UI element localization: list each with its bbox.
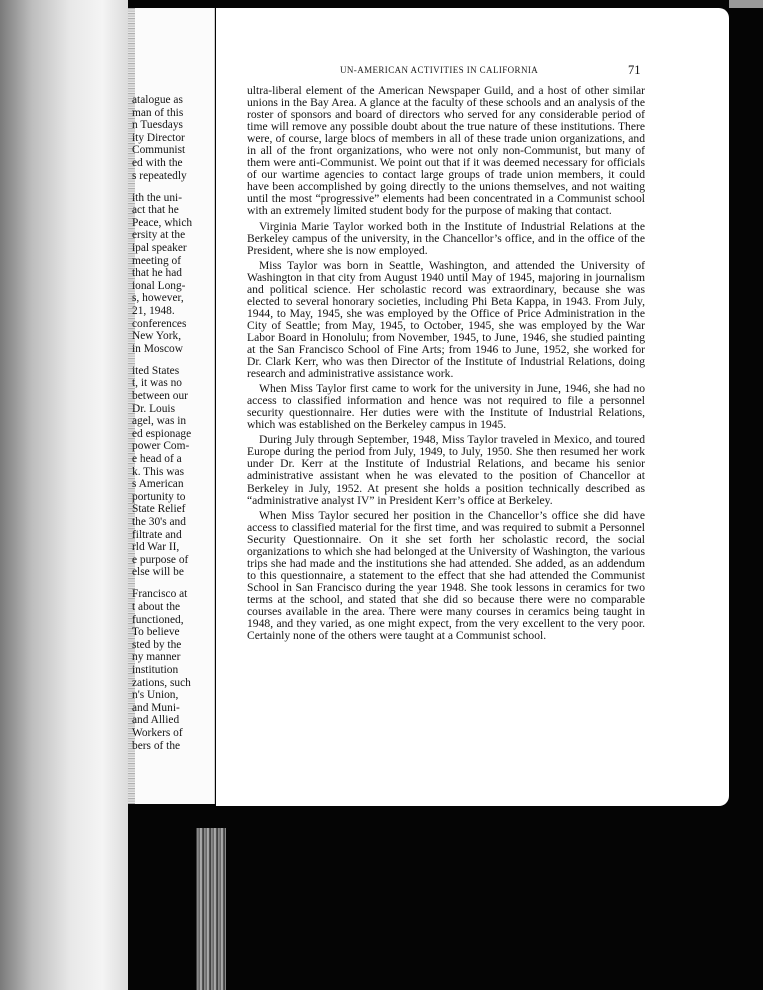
previous-page-line: To believe: [132, 626, 180, 639]
previous-page-line: conferences: [132, 317, 187, 330]
previous-page-line: atalogue as: [132, 94, 183, 106]
previous-page-line: zations, such: [132, 676, 191, 689]
previous-page-line: n Tuesdays: [132, 119, 183, 132]
previous-page-text: [132, 94, 215, 752]
previous-page-line: else will be: [132, 566, 184, 579]
previous-page-line: t, it was no: [132, 377, 182, 390]
book-binding: [196, 828, 226, 990]
previous-page-line: ed with the: [132, 156, 183, 169]
previous-page-line: ed espionage: [132, 427, 192, 440]
previous-page-line: ny manner: [132, 651, 181, 664]
previous-page-line: 21, 1948.: [132, 305, 175, 317]
previous-page-line: Francisco at: [132, 588, 188, 601]
previous-page-line: Dr. Louis: [132, 402, 176, 415]
paragraph: During July through September, 1948, Miss Taylor traveled in Mexico, and toured Europe during the period from July, 1949, to July, 1950. She then resumed her work under Dr. Kerr at the Institute of Industrial Relations, and became his senior administrative assistant when he was elevated to the position of Chancellor at Berkeley in July, 1952. At present she holds a position technically described as “administrative analyst IV” in President Kerr’s office at Berkeley.: [247, 433, 645, 507]
previous-page-line: s, however,: [132, 292, 184, 305]
previous-page-line: s American: [132, 478, 184, 491]
previous-page-line: functioned,: [132, 613, 184, 626]
previous-page-line: Workers of: [132, 727, 183, 739]
previous-page-line: k. This was: [132, 465, 184, 478]
previous-page-line: rld War II,: [132, 541, 180, 554]
previous-page-line: ipal speaker: [132, 242, 187, 255]
previous-page-line: Communist: [132, 144, 186, 157]
previous-page-line: man of this: [132, 106, 184, 119]
body-text: [247, 85, 645, 645]
previous-page-line: ersity at the: [132, 229, 186, 242]
previous-page-line: agel, was in: [132, 415, 187, 428]
previous-page-line: meeting of: [132, 254, 182, 267]
page-header: [216, 63, 729, 79]
previous-page-line: ith the uni-: [132, 191, 182, 204]
previous-page-line: the 30's and: [132, 516, 186, 528]
previous-page-line: institution: [132, 664, 179, 677]
previous-page-line: in Moscow: [132, 342, 183, 355]
previous-page-line: ional Long-: [132, 279, 186, 292]
previous-page-line: act that he: [132, 204, 179, 217]
previous-page-line: s repeatedly: [132, 169, 187, 182]
previous-page-line: sted by the: [132, 638, 182, 651]
previous-page-line: and Muni-: [132, 701, 180, 714]
paragraph: ultra-liberal element of the American Newspaper Guild, and a host of other similar unions in the Bay Area. A glance at the faculty of these schools and an analysis of the roster of sponsors and board of directors who served for any considerable period of time will remove any possible doubt about the true nature of these institutions. There were, of course, large blocs of members in all of these trade union organizations, and in all of the front organizations, who were not only non-Communist, but many of them were anti-Communist. We point out that if it was deemed necessary for officials of our wartime agencies to contact large groups of trade union members, it could have been accomplished by going directly to the unions themselves, and not waiting until the most “progressive” elements had been concentrated in a Communist school with an extremely limited student body for the purpose of making that contact.: [247, 84, 645, 218]
paragraph: Virginia Marie Taylor worked both in the Institute of Industrial Relations at the Berkeley campus of the university, in the Chancellor’s office, and in the office of the President, where she is now employed.: [247, 219, 645, 257]
previous-page-line: State Relief: [132, 503, 186, 516]
previous-page-line: t about the: [132, 601, 181, 614]
previous-page-edge: [128, 8, 215, 804]
previous-page-line: bers of the: [132, 739, 181, 752]
previous-page-line: ity Director: [132, 131, 185, 144]
previous-page-line: n's Union,: [132, 689, 179, 702]
previous-page-line: e purpose of: [132, 553, 189, 566]
document-page: [216, 8, 729, 806]
previous-page-line: that he had: [132, 267, 182, 280]
previous-page-line: [132, 355, 215, 365]
previous-page-line: ited States: [132, 364, 180, 377]
previous-page-line: e head of a: [132, 453, 182, 466]
paragraph: When Miss Taylor secured her position in the Chancellor’s office she did have access to classified material for the first time, and was required to submit a Personnel Security Questionnaire. On it she set forth her scholastic record, the social organizations to which she had belonged at the University of Washington, the various trips she had made and the institutions she had attended. She added, as an addendum to this questionnaire, a statement to the effect that she had attended the Communist School in San Francisco during the year 1948. She took lessons in ceramics for two terms at the school, and stated that she did so because there were no comparable courses available in the area. There were many courses in ceramics being taught in 1948, and they varied, as one might expect, from the very excellent to the very poor. Certainly none of the others were taught at a Communist school.: [247, 508, 645, 643]
previous-page-line: Peace, which: [132, 216, 193, 229]
previous-page-line: filtrate and: [132, 528, 182, 541]
paragraph: Miss Taylor was born in Seattle, Washington, and attended the University of Washington in that city from August 1940 until May of 1945, majoring in journalism and political science. Her scholastic record was extraordinary, because she was elected to several honorary societies, including Phi Beta Kappa, in 1943. From July, 1944, to May, 1945, she was employed by the Office of Price Administration in the City of Seattle; from May, 1945, to October, 1945, she was employed by the War Labor Board in Honolulu; from November, 1945, to June, 1946, she studied painting at the San Francisco School of Fine Arts; from 1946 to June, 1952, she worked for Dr. Clark Kerr, who was then Director of the Institute of Industrial Relations, doing research and administrative assistance work.: [247, 258, 645, 381]
previous-page-line: power Com-: [132, 440, 190, 453]
previous-page-line: portunity to: [132, 490, 186, 503]
paragraph: When Miss Taylor first came to work for the university in June, 1946, she had no access to classified information and hence was not required to file a personnel security questionnaire. Her duties were with the Institute of Industrial Relations, which was established on the Berkeley campus in 1945.: [247, 382, 645, 432]
previous-page-line: [132, 579, 215, 589]
scan-top-right-edge: [729, 0, 763, 8]
previous-page-line: and Allied: [132, 714, 180, 727]
running-head: UN-AMERICAN ACTIVITIES IN CALIFORNIA: [340, 65, 539, 75]
previous-page-line: between our: [132, 390, 188, 403]
scan-background-right: [729, 0, 763, 990]
previous-page-line: [132, 182, 215, 192]
page-number: 71: [628, 63, 641, 77]
previous-page-line: New York,: [132, 330, 182, 343]
scan-background-left: [0, 0, 128, 990]
